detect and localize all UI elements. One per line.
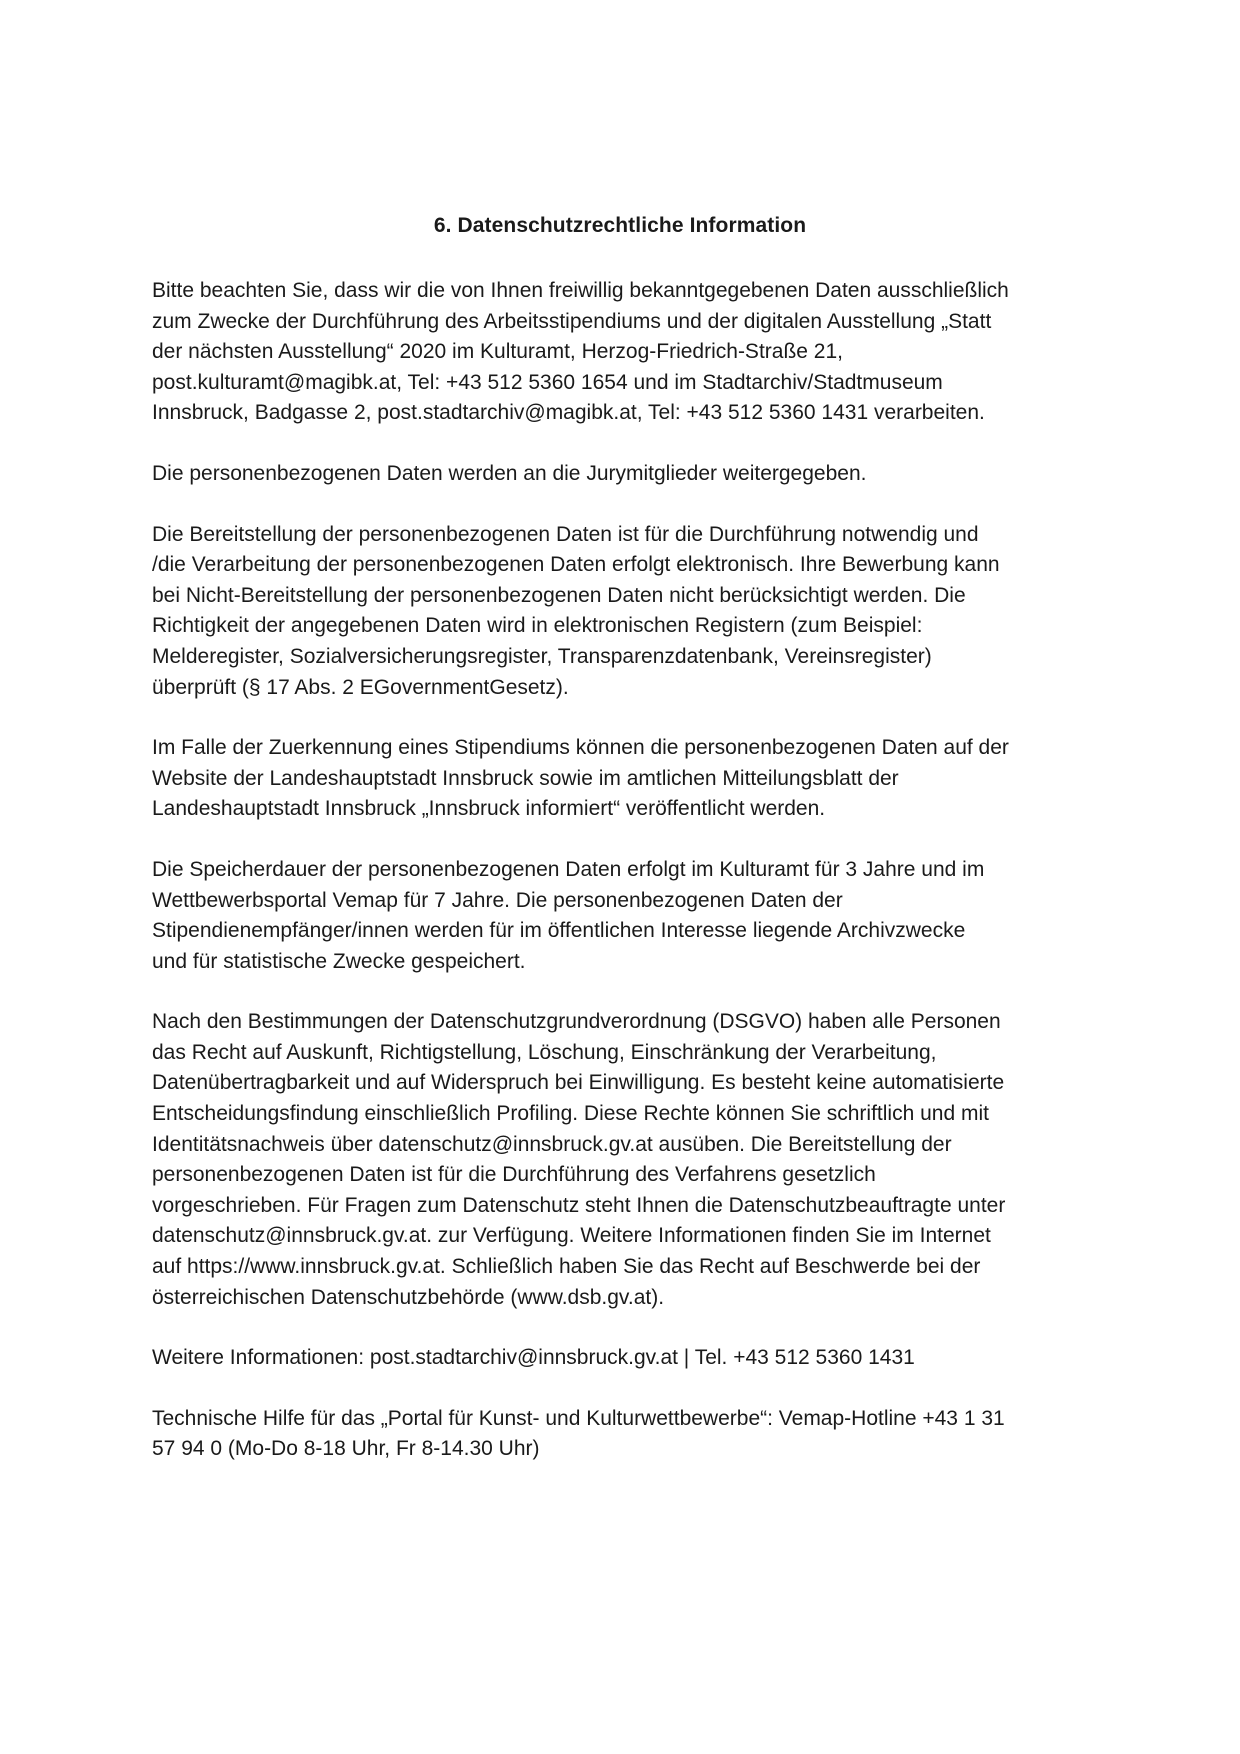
paragraph-storage: Die Speicherdauer der personenbezogenen Daten erfolgt im Kulturamt für 3 Jahre und im Wettbewerbsportal Vemap für 7 Jahre. Die personenbezogenen Daten der Stipendienempfänger/innen werden für im öffentlichen Interesse liegende Archivzwecke und für statistische Zwecke gespeichert. xyxy=(152,857,985,973)
paragraph-contact: Weitere Informationen: post.stadtarchiv@innsbruck.gv.at | Tel. +43 512 5360 1431 xyxy=(152,1346,915,1370)
document-body xyxy=(152,276,1102,1465)
paragraph-provision: Die Bereitstellung der personenbezogenen Daten ist für die Durchführung notwendig und /die Verarbeitung der personenbezogenen Daten erfolgt elektronisch. Ihre Bewerbung kann bei Nicht-Bereitstellung der personenbezogenen Daten nicht berücksichtigt werden. Die Richtigkeit der angegebenen Daten wird in elektronischen Registern (zum Beispiel: Melderegister, Sozialversicherungsregister, Transparenzdatenbank, Vereinsregister) überprüft (§ 17 Abs. 2 EGovernmentGesetz). xyxy=(152,522,1000,699)
paragraph-publication: Im Falle der Zuerkennung eines Stipendiums können die personenbezogenen Daten auf der Website der Landeshauptstadt Innsbruck sowie im amtlichen Mitteilungsblatt der Landeshauptstadt Innsbruck „Innsbruck informiert“ veröffentlicht werden. xyxy=(152,736,1009,821)
paragraph-technical-help: Technische Hilfe für das „Portal für Kunst- und Kulturwettbewerbe“: Vemap-Hotline +43 1 31 57 94 0 (Mo-Do 8-18 Uhr, Fr 8-14.30 Uhr) xyxy=(152,1406,1005,1461)
paragraph-data-processing: Bitte beachten Sie, dass wir die von Ihnen freiwillig bekanntgegebenen Daten ausschließlich zum Zwecke der Durchführung des Arbeitsstipendiums und der digitalen Ausstellung „Statt der nächsten Ausstellung“ 2020 im Kulturamt, Herzog-Friedrich-Straße 21, post.kulturamt@magibk.at, Tel: +43 512 5360 1654 und im Stadtarchiv/Stadtmuseum Innsbruck, Badgasse 2, post.stadtarchiv@magibk.at, Tel: +43 512 5360 1431 verarbeiten. xyxy=(152,279,1009,425)
paragraph-jury: Die personenbezogenen Daten werden an die Jurymitglieder weitergegeben. xyxy=(152,461,867,485)
paragraph-rights: Nach den Bestimmungen der Datenschutzgrundverordnung (DSGVO) haben alle Personen das Recht auf Auskunft, Richtigstellung, Löschung, Einschränkung der Verarbeitung, Datenübertragbarkeit und auf Widerspruch bei Einwilligung. Es besteht keine automatisierte Entscheidungsfindung einschließlich Profiling. Diese Rechte können Sie schriftlich und mit Identitätsnachweis über datenschutz@innsbruck.gv.at ausüben. Die Bereitstellung der personenbezogenen Daten ist für die Durchführung des Verfahrens gesetzlich vorgeschrieben. Für Fragen zum Datenschutz steht Ihnen die Datenschutzbeauftragte unter datenschutz@innsbruck.gv.at. zur Verfügung. Weitere Informationen finden Sie im Internet auf https://www.innsbruck.gv.at. Schließlich haben Sie das Recht auf Beschwerde bei der österreichischen Datenschutzbehörde (www.dsb.gv.at). xyxy=(152,1010,1006,1309)
section-heading: 6. Datenschutzrechtliche Information xyxy=(433,214,807,237)
